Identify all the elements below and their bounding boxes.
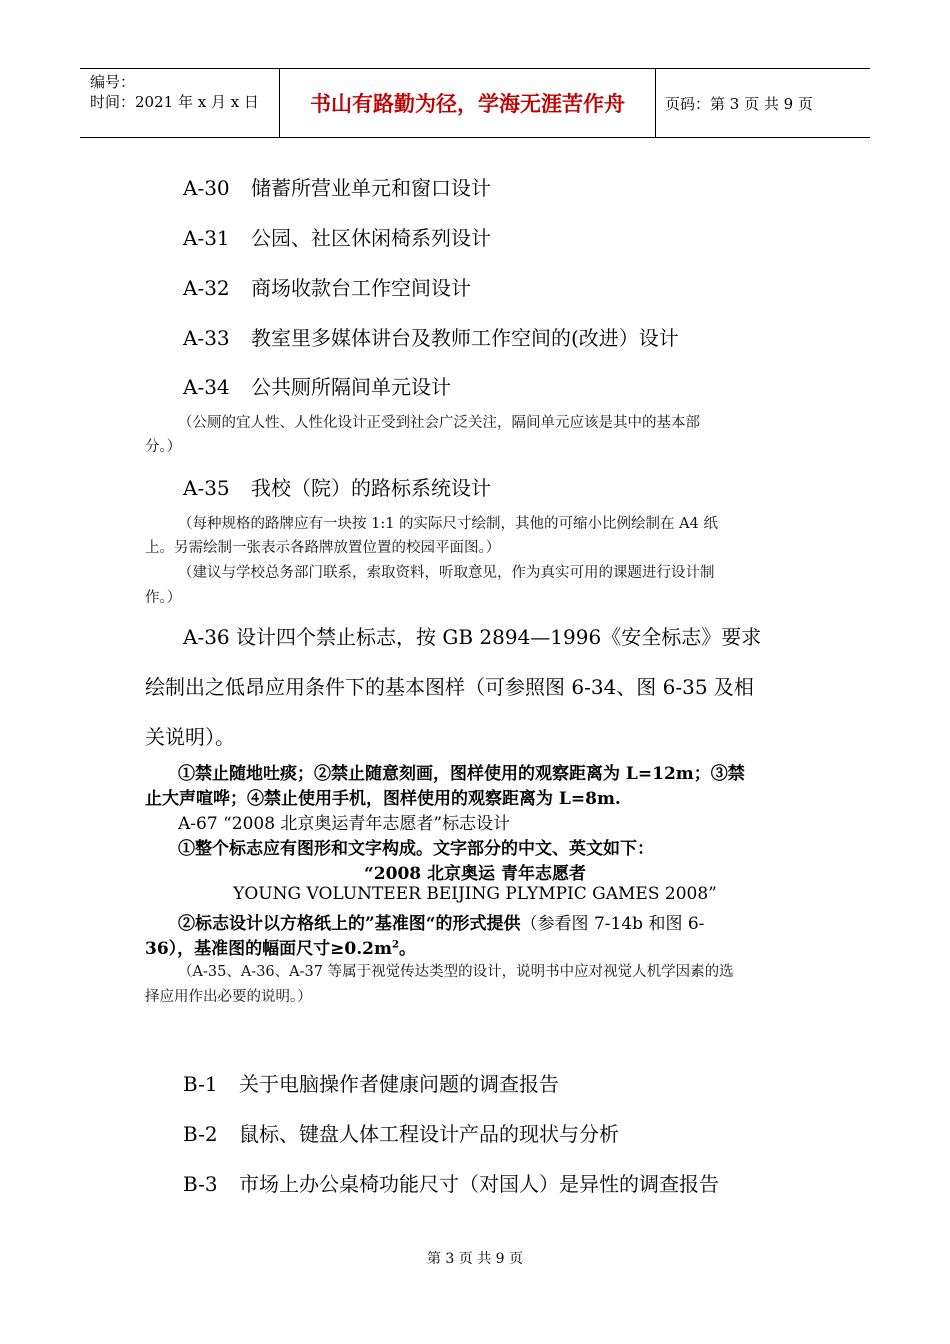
a36-details-line1: ①禁止随地吐痰；②禁止随意刻画，图样使用的观察距离为 L=12m；③禁: [178, 764, 745, 784]
item-code: B-3: [183, 1172, 218, 1196]
item-a36-line1: A-36 设计四个禁止标志，按 GB 2894—1996《安全标志》要求: [183, 625, 762, 649]
item-a36-line2: 绘制出之低昂应用条件下的基本图样（可参照图 6-34、图 6-35 及相: [145, 675, 754, 699]
point2-text: ②标志设计以方格纸上的”基准图“的形式提供: [178, 914, 521, 934]
item-code: A-35: [183, 476, 230, 500]
item-code: A-34: [183, 375, 230, 399]
item-a36-line3: 关说明）。: [145, 725, 235, 749]
page-header: [80, 68, 870, 138]
item-a67-point1: ①整个标志应有图形和文字构成。文字部分的中文、英文如下：: [178, 839, 654, 859]
header-motto: 书山有路勤为径，学海无涯苦作舟: [310, 92, 625, 116]
point2-superscript: 2: [391, 939, 399, 951]
item-a67-title: A-67 “2008 北京奥运青年志愿者”标志设计: [178, 814, 511, 834]
item-a31: [183, 222, 491, 251]
item-a33: [183, 322, 679, 351]
item-a34: [183, 371, 451, 400]
item-title: 储蓄所营业单元和窗口设计: [251, 176, 491, 200]
item-code: B-2: [183, 1122, 218, 1146]
item-a67-point2-line1: [178, 909, 704, 934]
item-title: 公园、社区休闲椅系列设计: [251, 226, 491, 250]
document-date-label: 时间：2021 年 x 月 x 日: [90, 93, 259, 111]
item-code: A-33: [183, 326, 230, 350]
note-a67-line1: （A-35、A-36、A-37 等属于视觉传达类型的设计，说明书中应对视觉人机学因素的选: [178, 964, 734, 980]
header-page-label: 页码：第 3 页 共 9 页: [665, 94, 813, 113]
item-code: A-31: [183, 226, 230, 250]
item-b1: [183, 1068, 559, 1097]
item-code: A-30: [183, 176, 230, 200]
header-page-cell: [655, 69, 870, 137]
item-a30: [183, 172, 491, 201]
a36-details-line2: 止大声喧哗；④禁止使用手机，图样使用的观察距离为 L=8m.: [145, 789, 621, 809]
point2-end: 。: [398, 939, 416, 959]
point2-reference: （参看图 7-14b 和图 6-: [520, 914, 705, 934]
document-number-label: 编号：: [90, 73, 136, 91]
item-a67-text-cn: “2008 北京奥运 青年志愿者: [364, 864, 586, 884]
item-a35: [183, 472, 491, 501]
item-title: 关于电脑操作者健康问题的调查报告: [239, 1072, 559, 1096]
page-footer: 第 3 页 共 9 页: [426, 1251, 524, 1267]
note-a35-line1: （每种规格的路牌应有一块按 1:1 的实际尺寸绘制，其他的可缩小比例绘制在 A4 纸: [178, 516, 718, 532]
header-info-cell: [80, 69, 280, 137]
item-b2: [183, 1118, 619, 1147]
note-a35-line4: 作。）: [145, 590, 182, 606]
item-title: 我校（院）的路标系统设计: [251, 476, 491, 500]
item-a32: [183, 272, 471, 301]
item-title: 市场上办公桌椅功能尺寸（对国人）是异性的调查报告: [239, 1172, 719, 1196]
point2-size: 36），基准图的幅面尺寸≥0.2m: [145, 939, 392, 959]
item-title: 商场收款台工作空间设计: [251, 276, 471, 300]
item-code: A-32: [183, 276, 230, 300]
note-a35-line2: 上。另需绘制一张表示各路牌放置位置的校园平面图。）: [145, 540, 501, 556]
note-a34-line2: 分。）: [145, 439, 182, 455]
header-motto-cell: [280, 69, 656, 137]
note-a67-line2: 择应用作出必要的说明。）: [145, 989, 312, 1005]
item-b3: [183, 1168, 719, 1197]
item-title: 公共厕所隔间单元设计: [251, 375, 451, 399]
note-a34-line1: （公厕的宜人性、人性化设计正受到社会广泛关注，隔间单元应该是其中的基本部: [178, 415, 700, 431]
item-a67-point2-line2: [145, 934, 416, 959]
item-title: 鼠标、键盘人体工程设计产品的现状与分析: [239, 1122, 619, 1146]
item-title: 教室里多媒体讲台及教师工作空间的(改进）设计: [251, 326, 679, 350]
item-code: B-1: [183, 1072, 218, 1096]
item-a67-text-en: YOUNG VOLUNTEER BEIJING PLYMPIC GAMES 2008”: [233, 884, 717, 904]
note-a35-line3: （建议与学校总务部门联系，索取资料，听取意见，作为真实可用的课题进行设计制: [178, 565, 715, 581]
